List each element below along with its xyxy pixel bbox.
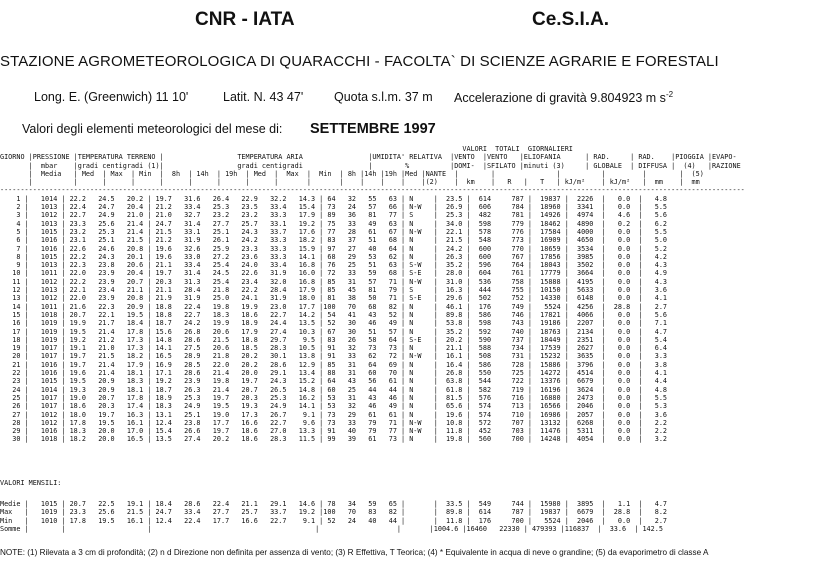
table-row: 30 | 1018 | 18.2 20.0 16.5 | 13.5 27.4 20.2 18.6 28.3 11.5 | 99 39 61 73 | N | 19.8 | 560 700 | 14248 | 4054 | 0.0 | 3.2 [0, 435, 668, 444]
latitude-text: Latit. N. 43 47' [223, 90, 304, 104]
table-row: 18 | 1019 | 19.2 21.2 17.3 | 14.8 28.6 21.5 18.8 29.7 9.5 | 83 26 58 64 | S-E | 20.2 | 590 737 | 18449 | 2351 | 0.0 | 5.4 [0, 335, 668, 344]
header-title-right: Ce.S.I.A. [532, 9, 610, 30]
table-header-row: VALORI TOTALI GIORNALIERI [0, 145, 573, 153]
gravity-exponent: -2 [665, 90, 674, 99]
table-row: 17 | 1019 | 19.5 21.4 17.8 | 15.6 26.8 20.6 17.9 27.4 10.3 | 67 30 51 57 | N | 35.2 | 592 740 | 18763 | 2134 | 0.0 | 4.7 [0, 327, 668, 336]
table-row: 29 | 1016 | 18.3 20.0 17.0 | 15.4 26.6 19.7 18.6 27.0 13.3 | 91 40 79 77 | N-W | 11.8 | 452 703 | 11476 | 5311 | 0.0 | 2.2 [0, 427, 668, 436]
summary-row: Somme | | | | | |1004.6 |16460 22330 | 479393 |116837 | 33.6 | 142.5 [0, 524, 663, 533]
table-row: 19 | 1017 | 19.1 21.0 17.3 | 14.1 27.5 20.6 18.5 28.3 10.5 | 91 32 73 73 | N | 21.1 | 588 734 | 17539 | 2627 | 0.0 | 6.4 [0, 344, 668, 353]
table-row: 21 | 1016 | 19.7 21.4 17.9 | 16.9 28.5 22.0 20.2 28.6 12.9 | 85 31 64 69 | N | 16.4 | 586 728 | 15886 | 3796 | 0.0 | 3.8 [0, 360, 668, 369]
table-row: 16 | 1019 | 19.9 21.7 18.4 | 18.7 24.2 19.9 18.9 24.4 13.5 | 52 30 46 49 | N | 53.8 | 598 743 | 19186 | 2207 | 0.0 | 7.1 [0, 319, 668, 328]
table-row: 9 | 1013 | 22.3 23.8 20.6 | 21.1 33.4 25.4 24.0 33.4 16.8 | 76 25 51 63 | S-W | 35.2 | 596 764 | 18043 | 3502 | 0.0 | 4.3 [0, 261, 668, 270]
table-row: 27 | 1012 | 18.0 19.7 16.3 | 13.1 25.1 19.0 17.3 26.7 9.1 | 73 29 61 61 | N | 19.6 | 574 710 | 16986 | 2057 | 0.0 | 3.6 [0, 410, 668, 419]
table-row: 7 | 1016 | 22.6 24.6 20.8 | 19.6 32.6 25.9 23.3 33.3 15.9 | 97 27 40 64 | N | 24.2 | 600 770 | 18659 | 3534 | 0.0 | 5.2 [0, 244, 668, 253]
summary-row: Min | 1010 | 17.8 19.5 16.1 | 12.4 22.4 17.7 16.6 22.7 9.1 | 52 24 40 44 | | 11.8 | 176 700 | 5524 | 2046 | 0.0 | 2.7 [0, 516, 668, 525]
table-row: 10 | 1011 | 22.0 23.9 20.4 | 19.7 31.4 24.5 22.6 31.9 16.0 | 72 33 59 68 | S-E | 28.0 | 604 761 | 17779 | 3664 | 0.0 | 4.9 [0, 269, 668, 278]
table-row: 15 | 1018 | 20.7 22.1 19.5 | 18.8 22.7 18.3 18.6 22.7 14.2 | 54 41 43 52 | N | 89.8 | 586 746 | 17821 | 4066 | 0.0 | 5.6 [0, 310, 668, 319]
gravity-value: Accelerazione di gravità 9.804923 m s [454, 91, 666, 106]
table-row: 22 | 1016 | 19.6 21.4 18.1 | 17.1 28.6 21.4 20.0 29.1 13.4 | 88 31 60 70 | N | 26.8 | 550 725 | 14272 | 4514 | 0.0 | 4.1 [0, 369, 668, 378]
table-header-row: | mbar |gradi centigradi (1)| gradi centigradi | % |DOMI- |SFILATO |minuti (3) | GLOBALE | DIFFUSA | (4) |RAZIONE [0, 161, 741, 170]
table-row: 28 | 1012 | 17.8 19.5 16.1 | 12.4 23.8 17.7 16.6 22.7 9.6 | 73 33 79 71 | N-W | 10.8 | 572 707 | 13132 | 6268 | 0.0 | 2.2 [0, 418, 668, 427]
gravity-text [454, 90, 673, 105]
footnotes: NOTE: (1) Rilevata a 3 cm di profondità; (2) n d Direzione non definita per assenza di vento; (3) R Effettiva, T Teorica; (4) * Equivalente in acqua di neve o grandine; (5) da evaporimetro di classe A [0, 548, 709, 557]
monthly-summary-table [0, 500, 667, 533]
table-row: 3 | 1012 | 22.7 24.9 21.0 | 21.0 32.7 23.2 23.2 33.3 17.9 | 89 36 81 77 | S | 25.3 | 482 781 | 14926 | 4974 | 4.6 | 5.6 [0, 211, 668, 220]
summary-row: Medie | 1015 | 20.7 22.5 19.1 | 18.4 28.6 22.4 21.1 29.1 14.6 | 78 34 59 65 | | 33.5 | 549 744 | 15980 | 3895 | 1.1 | 4.7 [0, 500, 668, 508]
table-row: 6 | 1016 | 23.1 25.1 21.5 | 21.2 31.9 26.1 24.2 33.3 18.2 | 83 37 51 68 | N | 21.5 | 548 773 | 16909 | 4650 | 0.0 | 5.0 [0, 236, 668, 245]
longitude-text: Long. E. (Greenwich) 11 10' [34, 90, 189, 104]
table-header-row: | Media | Med | Max | Min | 8h | 14h | 19h | Med | Max | Min | 8h |14h |19h |Med |NANTE | | | | | | (5) [0, 169, 704, 178]
table-row: 13 | 1012 | 22.0 23.9 20.8 | 21.9 31.9 25.0 24.1 31.9 18.0 | 81 38 50 71 | S-E | 29.6 | 502 752 | 14330 | 6148 | 0.0 | 4.1 [0, 294, 668, 303]
table-row: 8 | 1015 | 22.2 24.3 20.1 | 19.6 33.0 27.2 23.6 33.3 14.1 | 68 29 53 62 | N | 26.3 | 600 767 | 17856 | 3985 | 0.0 | 4.2 [0, 252, 668, 261]
header-title-left: CNR - IATA [195, 9, 295, 30]
table-header-row: GIORNO |PRESSIONE |TEMPERATURA TERRENO | TEMPERATURA ARIA |UMIDITA' RELATIVA |VENTO |VENTO |ELIOFANIA | RAD. | RAD. |PIOGGIA |EVAPO- [0, 153, 737, 162]
table-row: 25 | 1017 | 19.0 20.7 17.8 | 18.9 25.3 19.7 20.3 25.3 16.2 | 53 31 43 46 | N | 81.5 | 576 716 | 16880 | 2473 | 0.0 | 5.5 [0, 393, 668, 402]
table-row: 20 | 1017 | 19.7 21.5 18.2 | 16.5 28.9 21.8 20.2 30.1 13.8 | 91 33 62 72 | N-W | 16.1 | 508 731 | 15232 | 3635 | 0.0 | 3.3 [0, 352, 668, 361]
table-row: 11 | 1012 | 22.2 23.9 20.7 | 20.3 31.3 25.4 23.4 32.0 16.8 | 85 31 57 71 | N-W | 31.0 | 536 758 | 15888 | 4195 | 0.0 | 4.3 [0, 277, 668, 286]
table-row: 4 | 1013 | 23.3 25.6 21.4 | 24.7 31.4 27.7 25.7 33.1 19.2 | 75 33 49 63 | N | 34.0 | 598 779 | 18462 | 4890 | 0.2 | 6.2 [0, 219, 668, 228]
month-label: Valori degli elementi meteorologici del mese di: [22, 122, 283, 136]
table-row: 1 | 1014 | 22.2 24.5 20.2 | 19.7 31.6 26.4 22.9 32.2 14.3 | 64 32 55 63 | N | 23.5 | 614 787 | 19837 | 2226 | 0.0 | 4.8 [0, 194, 668, 203]
altitude-text: Quota s.l.m. 37 m [334, 90, 433, 104]
station-title: STAZIONE AGROMETEOROLOGICA DI QUARACCHI - FACOLTA` DI SCIENZE AGRARIE E FORESTALI [0, 53, 719, 70]
table-header-row: | | | | | | | | | | | | | | |(2) | km | R | T | kJ/m² | kJ/m² | mm | mm [0, 178, 700, 187]
daily-data-table [0, 145, 745, 444]
table-separator: -------------------------------------------------------------------------------------------------------------------------------------------------------------------------------------- [0, 186, 745, 195]
table-row: 5 | 1015 | 23.2 25.3 21.4 | 21.5 33.1 25.1 24.3 33.7 17.6 | 77 28 61 67 | N-W | 22.1 | 578 776 | 17584 | 4000 | 0.0 | 5.5 [0, 227, 668, 236]
table-row: 2 | 1013 | 22.4 24.7 20.4 | 21.2 33.4 25.3 23.5 33.4 15.4 | 73 24 57 66 | N-W | 26.9 | 606 784 | 18960 | 3341 | 0.0 | 5.5 [0, 203, 668, 212]
table-row: 14 | 1011 | 21.6 22.3 20.9 | 18.8 22.4 19.8 19.9 23.0 17.7 |100 70 68 82 | N | 46.1 | 176 749 | 5524 | 4256 | 28.8 | 2.7 [0, 302, 668, 311]
month-value: SETTEMBRE 1997 [310, 121, 436, 137]
table-row: 23 | 1015 | 19.5 20.9 18.3 | 19.2 23.9 19.8 19.7 24.3 15.2 | 64 43 56 61 | N | 63.8 | 544 722 | 13376 | 6679 | 0.0 | 4.4 [0, 377, 668, 386]
table-row: 12 | 1013 | 22.1 23.4 21.1 | 21.1 28.4 21.8 22.2 28.4 17.9 | 85 45 81 79 | S | 16.3 | 444 755 | 10150 | 5633 | 0.0 | 3.6 [0, 286, 668, 295]
monthly-values-label: VALORI MENSILI: [0, 479, 62, 487]
table-row: 26 | 1017 | 18.6 20.3 17.4 | 18.3 24.9 19.5 19.3 24.9 14.1 | 53 32 46 49 | N | 65.6 | 574 713 | 16566 | 2046 | 0.0 | 5.3 [0, 402, 668, 411]
summary-row: Max | 1019 | 23.3 25.6 21.5 | 24.7 33.4 27.7 25.7 33.7 19.2 |100 70 83 82 | | 89.8 | 614 787 | 19837 | 6679 | 28.8 | 8.2 [0, 508, 668, 517]
table-row: 24 | 1014 | 19.3 20.9 18.1 | 18.7 26.3 21.4 20.7 26.5 14.8 | 60 25 44 44 | N | 61.8 | 582 719 | 16196 | 3624 | 0.0 | 4.8 [0, 385, 668, 394]
